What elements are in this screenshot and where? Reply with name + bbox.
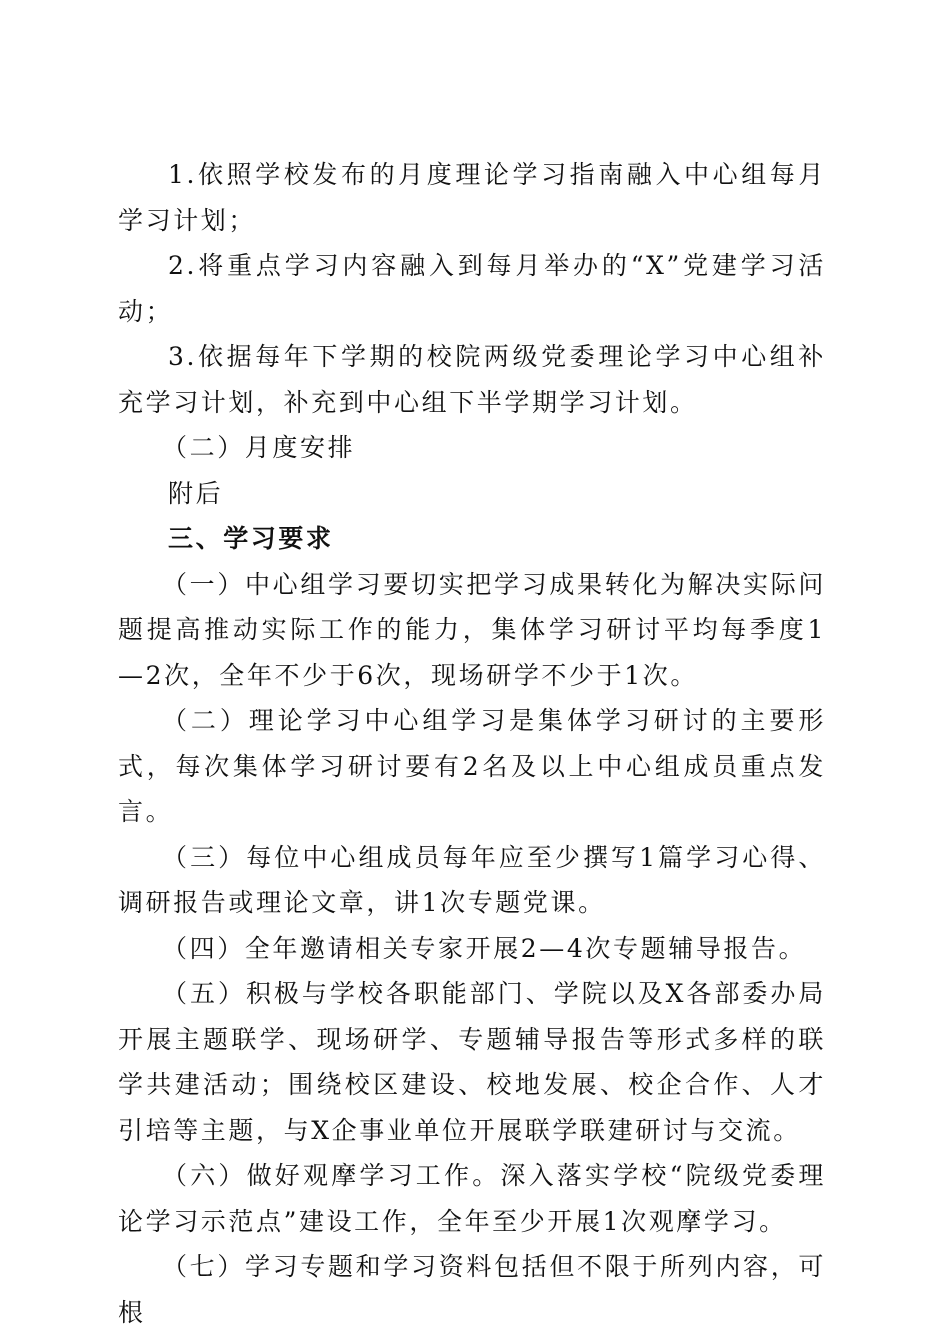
- document-body: [118, 152, 826, 1335]
- paragraph-requirement-7: （七）学习专题和学习资料包括但不限于所列内容，可根: [118, 1252, 826, 1327]
- paragraph-plan-item-2: 2.将重点学习内容融入到每月举办的“X”党建学习活动；: [118, 251, 826, 326]
- paragraph-requirement-2: （二）理论学习中心组学习是集体学习研讨的主要形式，每次集体学习研讨要有2名及以上中心组成员重点发言。: [118, 706, 826, 826]
- paragraph-plan-item-1: 1.依照学校发布的月度理论学习指南融入中心组每月学习计划；: [118, 160, 826, 235]
- paragraph-requirement-5: （五）积极与学校各职能部门、学院以及X各部委办局开展主题联学、现场研学、专题辅导报告等形式多样的联学共建活动；围绕校区建设、校地发展、校企合作、人才引培等主题，与X企事业单位开展联学联建研讨与交流。: [118, 979, 826, 1145]
- paragraph-appendix-note: 附后: [168, 478, 224, 508]
- paragraph-requirement-6: （六）做好观摩学习工作。深入落实学校“院级党委理论学习示范点”建设工作，全年至少开展1次观摩学习。: [118, 1161, 826, 1236]
- paragraph-requirement-1: （一）中心组学习要切实把学习成果转化为解决实际问题提高推动实际工作的能力，集体学习研讨平均每季度1—2次，全年不少于6次，现场研学不少于1次。: [118, 569, 826, 690]
- section-heading-study-requirements: 三、学习要求: [168, 524, 334, 553]
- paragraph-requirement-3: （三）每位中心组成员每年应至少撰写1篇学习心得、调研报告或理论文章，讲1次专题党课。: [118, 842, 826, 917]
- paragraph-plan-item-3: 3.依据每年下学期的校院两级党委理论学习中心组补充学习计划，补充到中心组下半学期学习计划。: [118, 342, 826, 417]
- paragraph-requirement-4: （四）全年邀请相关专家开展2—4次专题辅导报告。: [162, 933, 807, 963]
- subheading-monthly-arrangement: （二）月度安排: [162, 433, 356, 462]
